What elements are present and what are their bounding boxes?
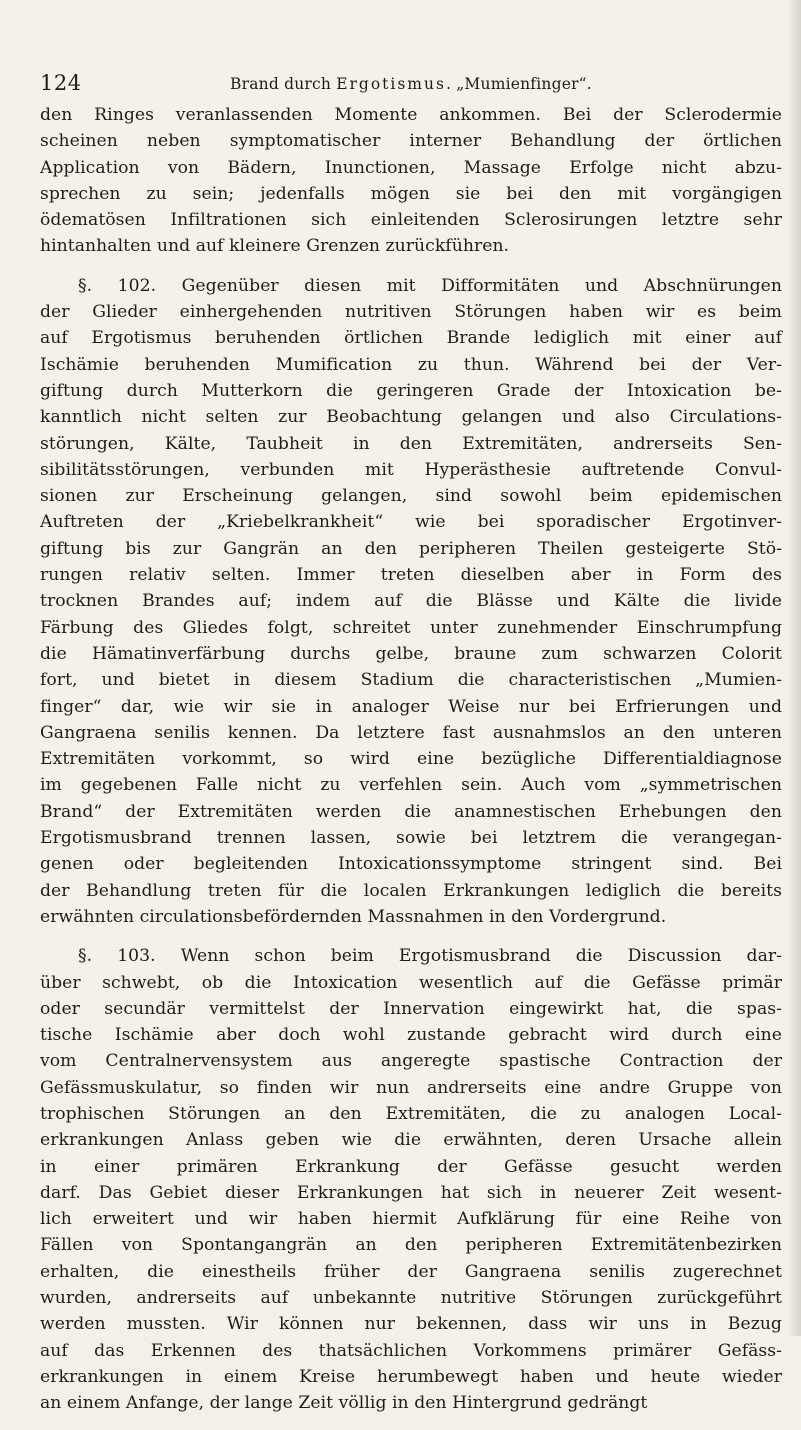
text-line: erkrankungen Anlass geben wie die erwähnten, deren Ursache allein bbox=[40, 1130, 782, 1151]
page-edge-shadow bbox=[787, 0, 801, 1336]
text-line: sionen zur Erscheinung gelangen, sind sowohl beim epidemischen bbox=[40, 486, 782, 507]
text-line: trocknen Brandes auf; indem auf die Blässe und Kälte die livide bbox=[40, 591, 782, 612]
text-line: trophischen Störungen an den Extremitäten, die zu analogen Local- bbox=[40, 1103, 782, 1124]
text-line: Gefässmuskulatur, so finden wir nun andrerseits eine andre Gruppe von bbox=[40, 1077, 782, 1098]
paragraph bbox=[40, 102, 782, 260]
text-line: über schwebt, ob die Intoxication wesentlich auf die Gefässe primär bbox=[40, 972, 782, 993]
text-line: erhalten, die einestheils früher der Gangraena senilis zugerechnet bbox=[40, 1261, 782, 1282]
page-number: 124 bbox=[40, 71, 82, 95]
text-line: Fällen von Spontangangrän an den peripheren Extremitätenbezirken bbox=[40, 1235, 782, 1256]
running-head-post: . „Mumienfinger“. bbox=[445, 75, 592, 93]
text-line: Application von Bädern, Inunctionen, Massage Erfolge nicht abzu- bbox=[40, 157, 782, 178]
text-line: in einer primären Erkrankung der Gefässe gesucht werden bbox=[40, 1156, 782, 1177]
text-line: Gangraena senilis kennen. Da letztere fast ausnahmslos an den unteren bbox=[40, 722, 782, 743]
text-line: darf. Das Gebiet dieser Erkrankungen hat sich in neuerer Zeit wesent- bbox=[40, 1182, 782, 1203]
text-line: genen oder begleitenden Intoxicationssymptome stringent sind. Bei bbox=[40, 854, 782, 875]
text-line: Extremitäten vorkommt, so wird eine bezügliche Differentialdiagnose bbox=[40, 749, 782, 770]
body-text bbox=[40, 102, 782, 1430]
text-line: §. 102. Gegenüber diesen mit Difformitäten und Abschnürungen bbox=[78, 275, 782, 296]
text-line: giftung durch Mutterkorn die geringeren Grade der Intoxication be- bbox=[40, 380, 782, 401]
text-line: Ischämie beruhenden Mumification zu thun. Während bei der Ver- bbox=[40, 354, 782, 375]
text-line: finger“ dar, wie wir sie in analoger Weise nur bei Erfrierungen und bbox=[40, 696, 782, 717]
text-line: oder secundär vermittelst der Innervation eingewirkt hat, die spas- bbox=[40, 998, 782, 1019]
text-line: rungen relativ selten. Immer treten dieselben aber in Form des bbox=[40, 565, 782, 586]
paragraph bbox=[40, 273, 782, 930]
text-line: Färbung des Gliedes folgt, schreitet unter zunehmender Einschrumpfung bbox=[40, 617, 782, 638]
text-line: Ergotismusbrand trennen lassen, sowie bei letztrem die verangegan- bbox=[40, 828, 782, 849]
text-line: fort, und bietet in diesem Stadium die characteristischen „Mumien- bbox=[40, 670, 782, 691]
text-line: an einem Anfange, der lange Zeit völlig in den Hintergrund gedrängt bbox=[40, 1393, 648, 1414]
text-line: giftung bis zur Gangrän an den peripheren Theilen gesteigerte Stö- bbox=[40, 538, 782, 559]
paragraph bbox=[40, 943, 782, 1416]
page-header bbox=[0, 0, 801, 100]
text-line: störungen, Kälte, Taubheit in den Extremitäten, andrerseits Sen- bbox=[40, 433, 782, 454]
text-line: erwähnten circulationsbefördernden Massnahmen in den Vordergrund. bbox=[40, 906, 667, 927]
text-line: scheinen neben symptomatischer interner Behandlung der örtlichen bbox=[40, 131, 782, 152]
text-line: hintanhalten und auf kleinere Grenzen zurückführen. bbox=[40, 236, 510, 257]
text-line: erkrankungen in einem Kreise herumbewegt haben und heute wieder bbox=[40, 1366, 782, 1387]
text-line: auf das Erkennen des thatsächlichen Vorkommens primärer Gefäss- bbox=[40, 1340, 782, 1361]
text-line: vom Centralnervensystem aus angeregte spastische Contraction der bbox=[40, 1051, 782, 1072]
text-line: lich erweitert und wir haben hiermit Aufklärung für eine Reihe von bbox=[40, 1209, 782, 1230]
text-line: tische Ischämie aber doch wohl zustande gebracht wird durch eine bbox=[40, 1025, 782, 1046]
text-line: der Behandlung treten für die localen Erkrankungen lediglich die bereits bbox=[40, 880, 782, 901]
text-line: ödematösen Infiltrationen sich einleitenden Sclerosirungen letztre sehr bbox=[40, 210, 782, 231]
text-line: auf Ergotismus beruhenden örtlichen Brande lediglich mit einer auf bbox=[40, 328, 782, 349]
text-line: sibilitätsstörungen, verbunden mit Hyperästhesie auftretende Convul- bbox=[40, 459, 782, 480]
text-line: Brand“ der Extremitäten werden die anamnestischen Erhebungen den bbox=[40, 801, 782, 822]
text-line: §. 103. Wenn schon beim Ergotismusbrand die Discussion dar- bbox=[78, 946, 782, 967]
running-head-pre: Brand durch bbox=[230, 75, 337, 93]
text-line: im gegebenen Falle nicht zu verfehlen sein. Auch vom „symmetrischen bbox=[40, 775, 782, 796]
text-line: den Ringes veranlassenden Momente ankommen. Bei der Sclerodermie bbox=[40, 105, 782, 125]
text-line: wurden, andrerseits auf unbekannte nutritive Störungen zurückgeführt bbox=[40, 1288, 782, 1309]
text-line: kanntlich nicht selten zur Beobachtung gelangen und also Circulations- bbox=[40, 407, 782, 428]
text-line: die Hämatinverfärbung durchs gelbe, braune zum schwarzen Colorit bbox=[40, 643, 782, 664]
text-line: Auftreten der „Kriebelkrankheit“ wie bei sporadischer Ergotinver- bbox=[40, 512, 782, 533]
text-line: werden mussten. Wir können nur bekennen, dass wir uns in Bezug bbox=[40, 1314, 782, 1335]
text-line: der Glieder einhergehenden nutritiven Störungen haben wir es beim bbox=[40, 302, 782, 323]
text-line: sprechen zu sein; jedenfalls mögen sie bei den mit vorgängigen bbox=[40, 183, 782, 204]
running-head-spaced: Ergotismus bbox=[336, 75, 446, 93]
running-head bbox=[230, 75, 592, 93]
